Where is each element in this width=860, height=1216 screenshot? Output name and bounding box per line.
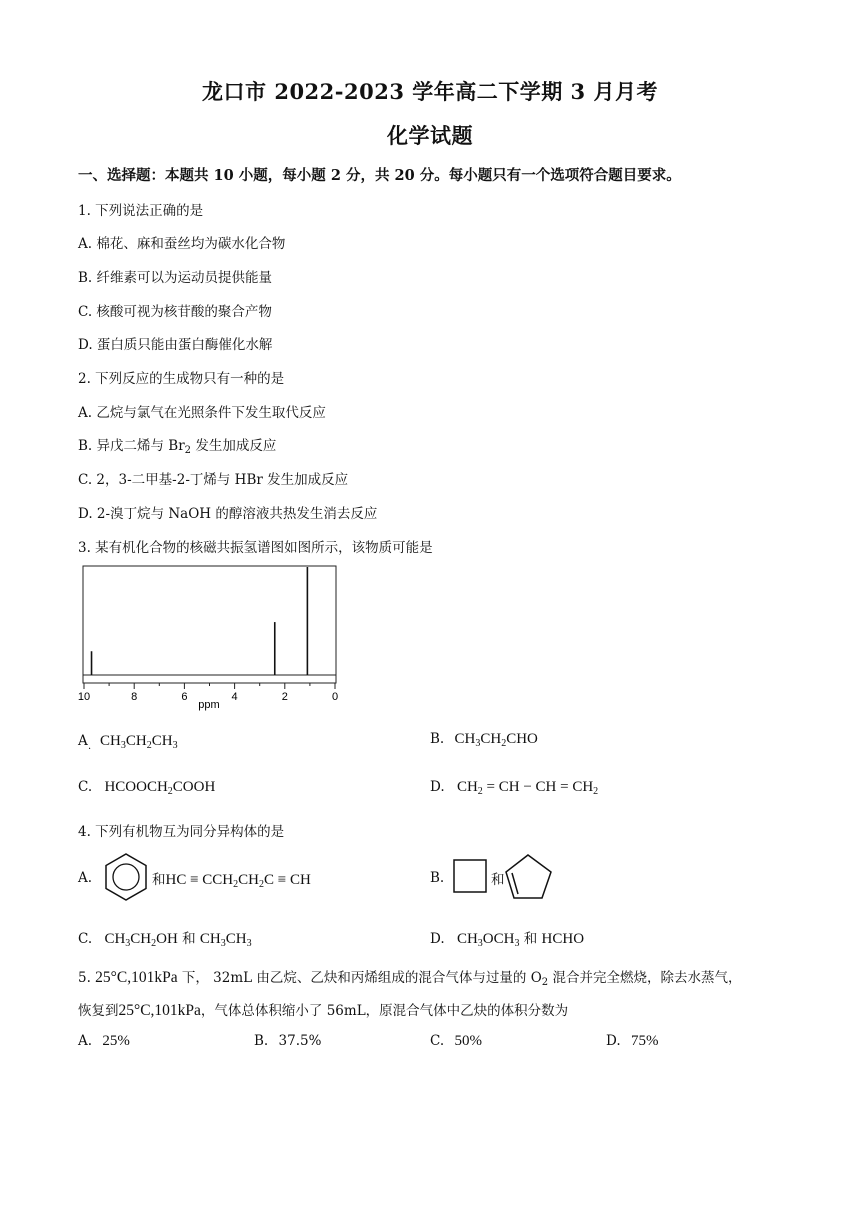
q2-option-d: D. 2-溴丁烷与 NaOH 的醇溶液共热发生消去反应 [78,506,378,522]
q2-option-b: B. 异戊二烯与 $Br_2$ 发生加成反应 [78,438,277,456]
q3-option-b: B. $CH_3CH_2CHO$ [430,731,538,749]
q2-stem: 2. 下列反应的生成物只有一种的是 [78,371,285,387]
subject-title: 化学试题 [387,123,473,148]
q5-line-1: 5. 25°C,101kPa 下， 32mL 由乙烷、乙炔和丙烯组成的混合气体与过量的 $O_2$ 混合并完全燃烧，除去水蒸气， [78,969,742,988]
nmr-plot-frame [83,566,336,683]
q3-option-d: D. $CH_2$ = CH − CH = $CH_2$ [430,779,599,797]
q5-option-d: D. 75% [606,1033,659,1049]
nmr-x-tick-label: 0 [331,691,339,703]
q4-stem: 4. 下列有机物互为同分异构体的是 [78,824,285,840]
nmr-x-axis-label: ppm [198,699,220,711]
nmr-x-tick-label: 8 [131,691,138,703]
q5-option-b: B. 37.5% [254,1033,322,1049]
q5-option-a: A. 25% [78,1033,130,1049]
q5-line-2: 恢复到25°C,101kPa，气体总体积缩小了 56mL，原混合气体中乙炔的体积分数为 [78,1002,569,1019]
q1-option-a: A. 棉花、麻和蚕丝均为碳水化合物 [78,236,286,252]
q5-option-c: C. 50% [430,1033,482,1049]
exam-title: 龙口市 2022-2023 学年高二下学期 3 月月考 [202,79,658,104]
q4-option-b-label: B. [430,870,445,886]
q3-option-a: A $CH_3CH_2CH_3$ [78,733,178,751]
nmr-x-tick-label: 10 [77,691,91,703]
q1-stem: 1. 下列说法正确的是 [78,203,204,219]
q1-option-d: D. 蛋白质只能由蛋白酶催化水解 [78,337,273,353]
nmr-spectrum-chart [70,560,350,715]
nmr-x-tick-label: 4 [231,691,238,703]
q4-option-d: D. $CH_3OCH_3$ 和 HCHO [430,931,585,949]
cyclopentene-ring-icon [503,852,555,902]
q1-option-c: C. 核酸可视为核苷酸的聚合产物 [78,304,272,320]
q4-option-a-label: A. [78,870,93,886]
q2-option-c: C. 2，3-二甲基-2-丁烯与 HBr 发生加成反应 [78,472,349,488]
cyclobutane-square-icon [452,858,488,894]
q3-stem: 3. 某有机化合物的核磁共振氢谱图如图所示，该物质可能是 [78,540,433,556]
benzene-ring-icon [104,852,148,902]
section-heading: 一、选择题：本题共 10 小题，每小题 2 分，共 20 分。每小题只有一个选项符合题目要求。 [78,167,681,184]
q1-option-b: B. 纤维素可以为运动员提供能量 [78,270,273,286]
q3-option-a-dot: · [88,744,92,755]
q4-option-c: C. $CH_3CH_2OH$ 和 $CH_3CH_3$ [78,931,252,949]
q2-option-a: A. 乙烷与氯气在光照条件下发生取代反应 [78,405,326,421]
nmr-x-tick-label: 6 [181,691,188,703]
q4-option-b-and: 和 [491,872,505,888]
q3-option-c: C. $HCOOCH_2COOH$ [78,779,216,797]
nmr-x-tick-label: 2 [281,691,288,703]
q4-option-a-formula: 和HC ≡ $CCH_2CH_2C$ ≡ CH [152,872,311,890]
